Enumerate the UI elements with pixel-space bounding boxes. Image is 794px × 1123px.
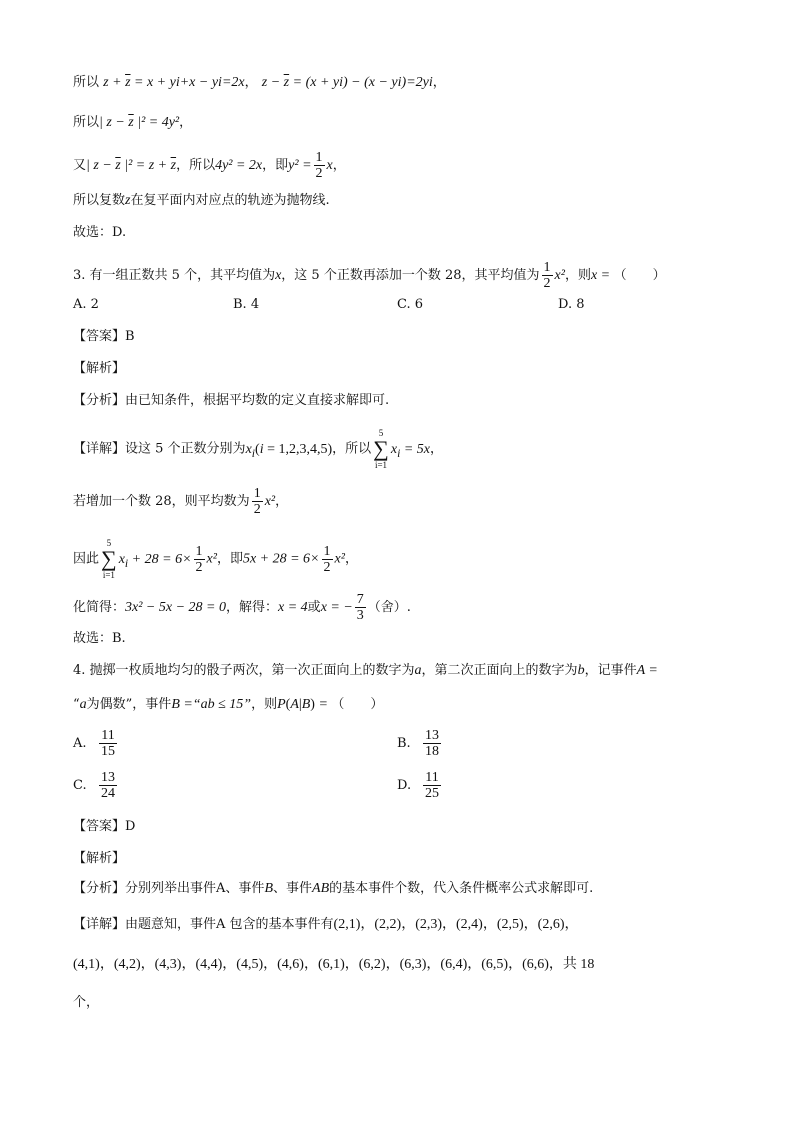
q3-detail-line4: 化简得：3x² − 5x − 28 = 0，解得：x = 4或x = − $\frac{7}{3}$ （舍）. <box>73 592 411 623</box>
q4-detail-tail: 个， <box>73 995 100 1010</box>
q4-detail-line2: (4,1)，(4,2)，(4,3)，(4,4)，(4,5)，(4,6)，(6,1)，(6,2)，(6,3)，(6,4)，(6,5)，(6,6)，共 18 <box>73 957 595 972</box>
q3-answer: 【答案】B <box>73 329 135 344</box>
line-modulus: 所以| $z - \overline{z}$ |² = 4y²， <box>73 115 193 130</box>
line-parabola-eq: 又| $z - \overline{z}$ $|^2 = z + \overline{z}$，所以4y² = 2x，即y² = $\frac{1}{2}$ x， <box>73 150 346 181</box>
q4-answer: 【答案】D <box>73 819 136 834</box>
q4-option-b[interactable]: B. $\frac{13}{18}$ <box>397 728 439 759</box>
q4-detail-line1: 【详解】由题意知，事件A 包含的基本事件有(2,1)，(2,2)，(2,3)，(2,4)，(2,5)，(2,6)， <box>73 917 579 932</box>
q3-option-a[interactable]: A. 2 <box>73 297 99 312</box>
q3-option-d[interactable]: D. 8 <box>558 297 585 312</box>
line-conclusion: 所以复数z在复平面内对应点的轨迹为抛物线. <box>73 193 330 208</box>
q3-detail-line2: 若增加一个数 28，则平均数为 $\frac{1}{2}$ x²， <box>73 486 289 517</box>
q3-detail-line1: 【详解】设这 5 个正数分别为$x_i(i = 1,2,3,4,5)$，所以 5 ∑ i=1 $x_i = 5x$， <box>73 428 444 470</box>
q4-option-a[interactable]: A. $\frac{11}{15}$ <box>73 728 115 759</box>
q4-stem-line2: “a为偶数”，事件B =“ab ≤ 15”，则P(A|B) = （ ） <box>73 697 384 712</box>
q3-analysis: 【分析】由已知条件，根据平均数的定义直接求解即可. <box>73 393 390 408</box>
prev-answer: 故选：D. <box>73 225 127 240</box>
line-z-plus-conj: 所以 $z + \overline{z} = x + yi+x - yi=2x$， $z - \overline{z} = (x + yi) - (x - yi)=2yi$， <box>73 75 446 90</box>
q3-jiexi-heading: 【解析】 <box>73 361 126 376</box>
q4-stem-line1: 4. 抛掷一枚质地均匀的骰子两次，第一次正面向上的数字为a，第二次正面向上的数字为b，记事件A = <box>73 663 658 678</box>
q4-jiexi-heading: 【解析】 <box>73 851 126 866</box>
q4-option-c[interactable]: C. $\frac{13}{24}$ <box>73 770 115 801</box>
q3-stem: 3. 有一组正数共 5 个，其平均值为x，这 5 个正数再添加一个数 28，其平均值为 $\frac{1}{2}$ x²，则x = （ ） <box>73 260 666 291</box>
q4-analysis: 【分析】分别列举出事件A、事件B、事件AB的基本事件个数，代入条件概率公式求解即可. <box>73 881 594 896</box>
q3-final-answer: 故选：B. <box>73 631 126 646</box>
q3-option-b[interactable]: B. 4 <box>233 297 260 312</box>
q3-option-c[interactable]: C. 6 <box>397 297 424 312</box>
q3-detail-line3: 因此 5 ∑ i=1 $x_i + 28 = 6\times$ $\frac{1}{2}$ x²，即5x + 28 = 6× $\frac{1}{2}$ x²， <box>73 538 358 580</box>
q4-option-d[interactable]: D. $\frac{11}{25}$ <box>397 770 439 801</box>
